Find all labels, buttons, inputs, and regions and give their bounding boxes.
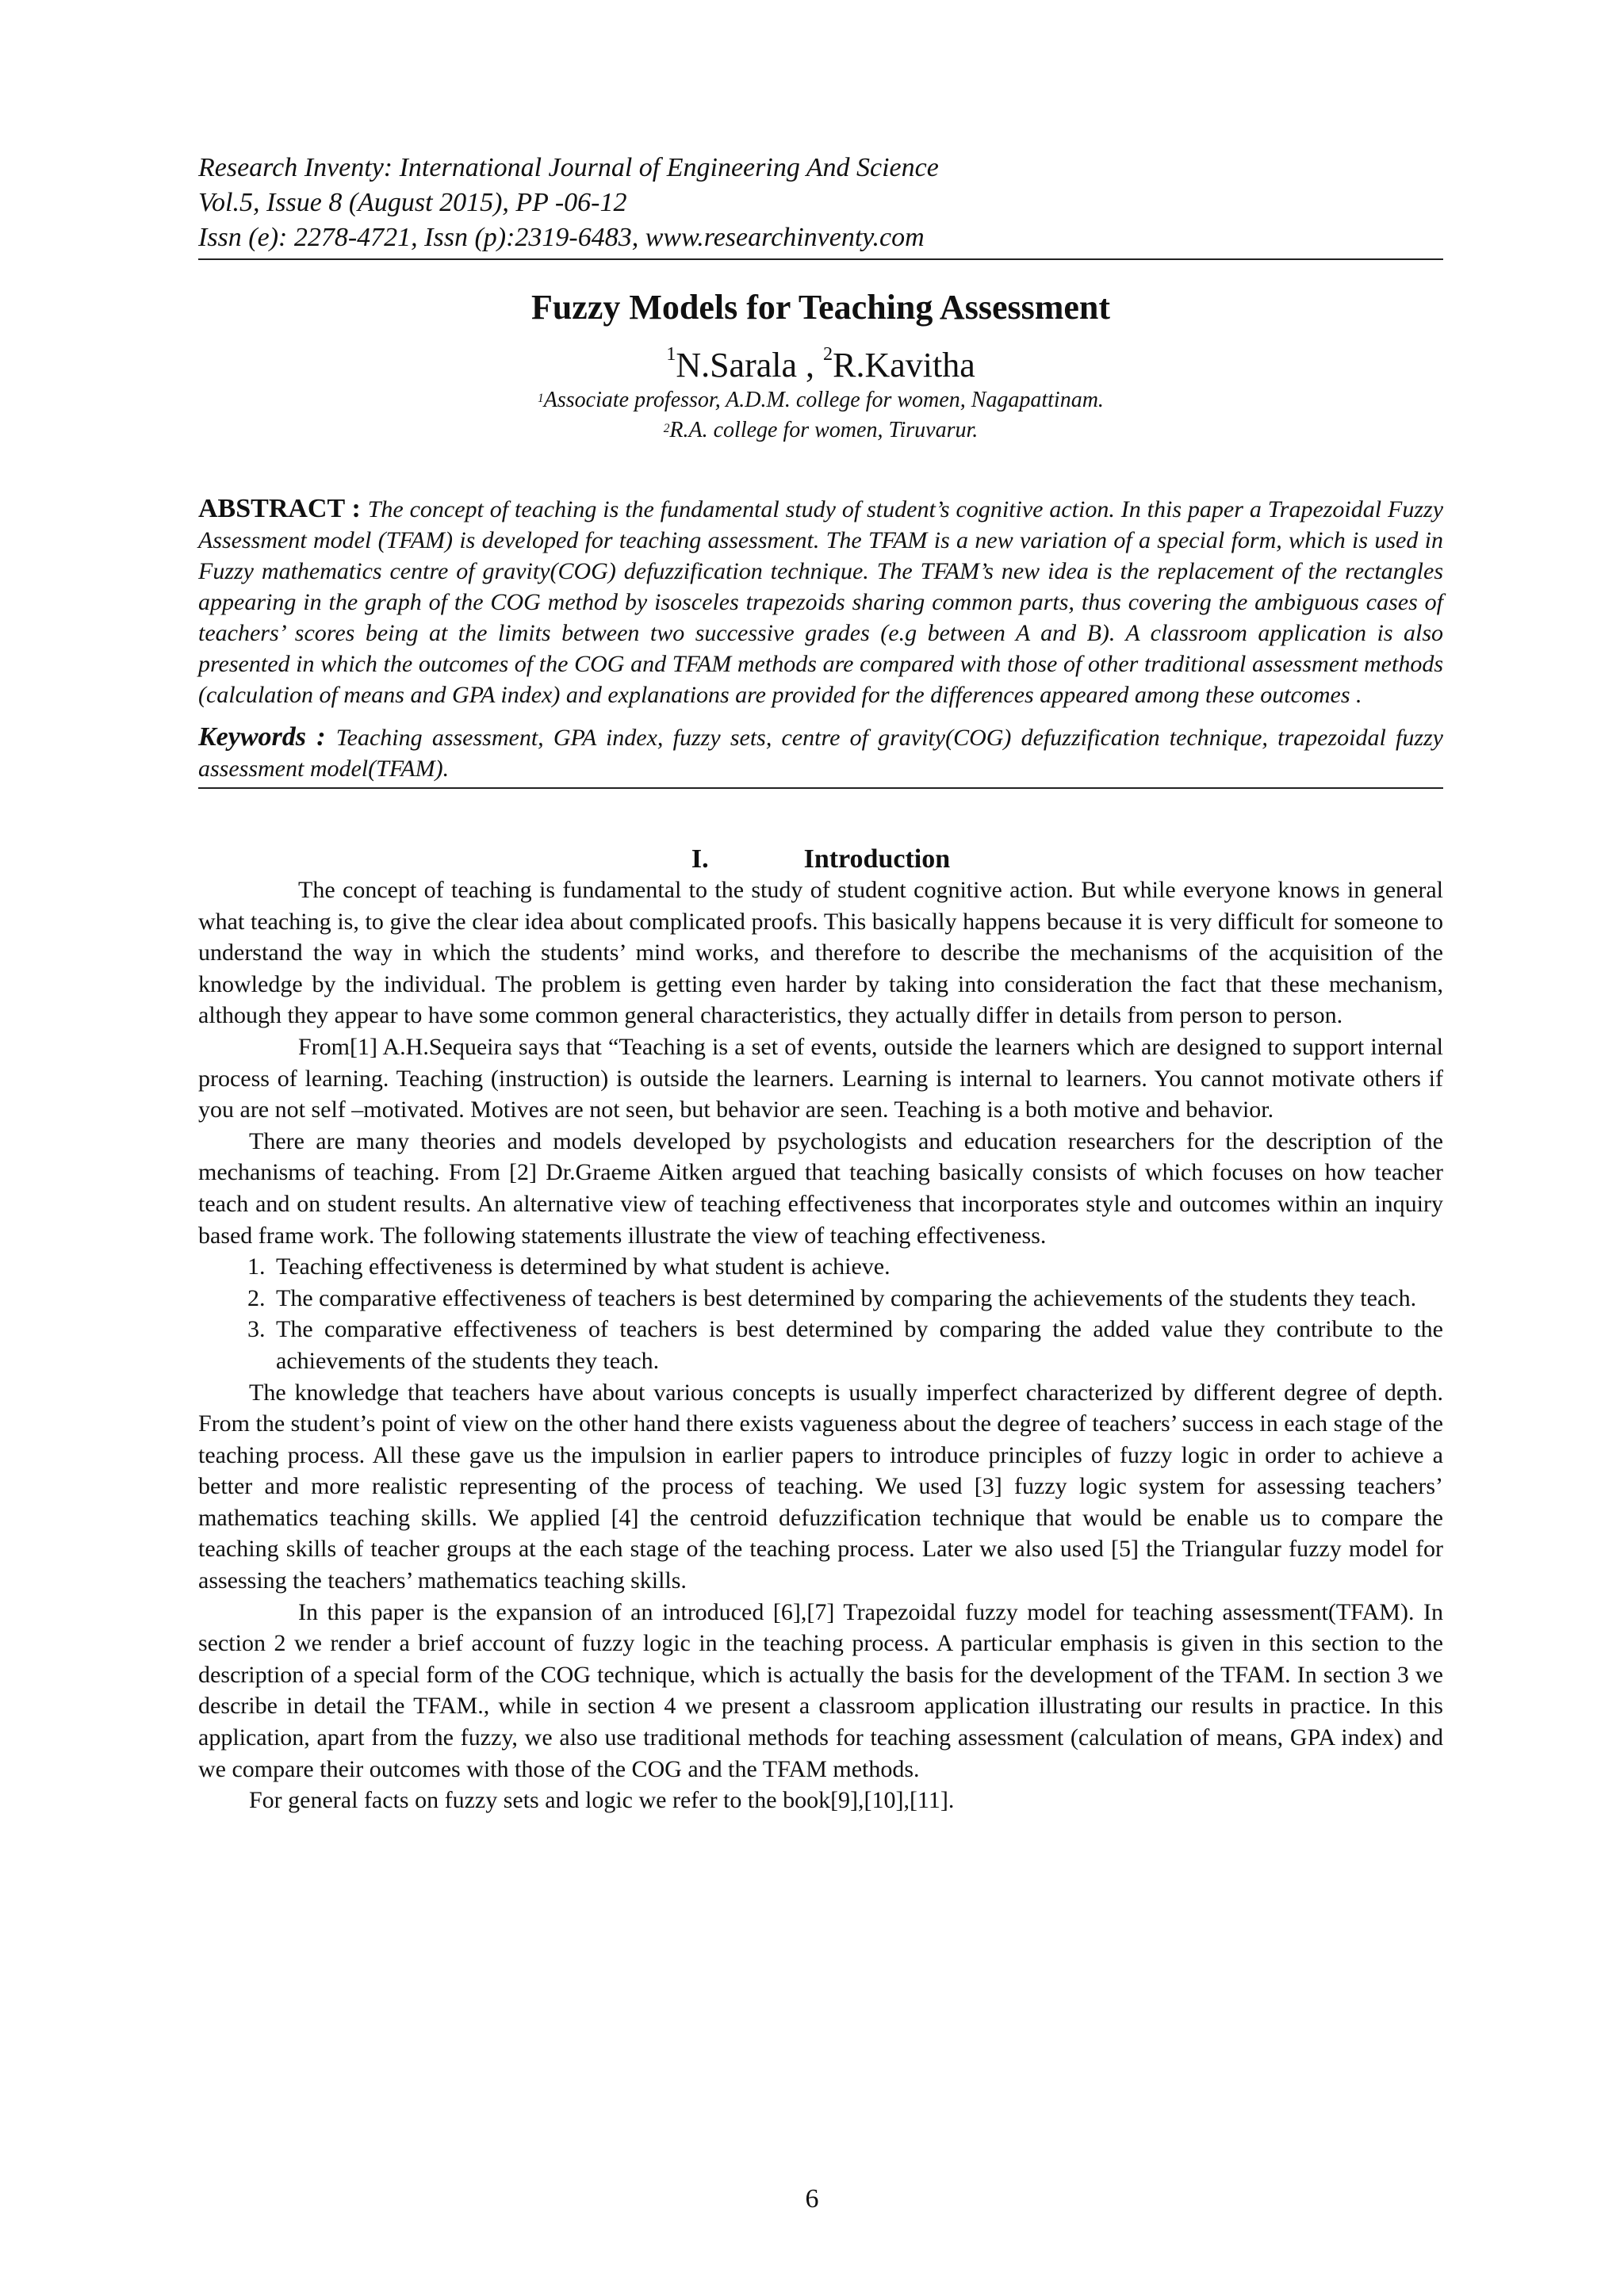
affiliation1-superscript: 1: [538, 392, 544, 405]
affiliation-1: [198, 385, 1443, 415]
paragraph-3: There are many theories and models developed by psychologists and education researchers for the description of the mechanisms of teaching. From [2] Dr.Graeme Aitken argued that teaching basically consists of which focuses on how teacher teach and on student results. An alternative view of teaching effectiveness that incorporates style and outcomes within an inquiry based frame work. The following statements illustrate the view of teaching effectiveness.: [198, 1127, 1443, 1249]
paper-title: Fuzzy Models for Teaching Assessment: [530, 288, 1111, 327]
effectiveness-list: [198, 1251, 1443, 1376]
page-number: 6: [805, 2184, 819, 2214]
paragraph-1: The concept of teaching is fundamental to the study of student cognitive action. But while everyone knows in general what teaching is, to give the clear idea about complicated proofs. This basically happens because it is very difficult for someone to understand the way in which the students’ mind works, and therefore to describe the mechanisms of the acquisition of the knowledge by the individual. The problem is getting even harder by taking into consideration the fact that these mechanism, although they appear to have some common general characteristics, they actually differ in details from person to person.: [198, 877, 1443, 1029]
journal-issn: Issn (e): 2278-4721, Issn (p):2319-6483, www.researchinventy.com: [198, 223, 925, 252]
journal-header: [198, 151, 1443, 255]
section-title: Introduction: [803, 844, 951, 874]
keywords-text: Teaching assessment, GPA index, fuzzy sets, centre of gravity(COG) defuzzification technique, trapezoidal fuzzy assessment model(TFAM).: [198, 725, 1443, 782]
affiliation-2: [198, 415, 1443, 446]
journal-volume: Vol.5, Issue 8 (August 2015), PP -06-12: [198, 188, 627, 217]
authors: [198, 345, 1443, 385]
section-heading: [198, 844, 1443, 874]
paragraph-5: In this paper is the expansion of an introduced [6],[7] Trapezoidal fuzzy model for teaching assessment(TFAM). In section 2 we render a brief account of fuzzy logic in the teaching process. A particular emphasis is given in this section to the description of a special form of the COG technique, which is actually the basis for the development of the TFAM. In section 3 we describe in detail the TFAM., while in section 4 we present a classroom application illustrating our results in practice. In this application, apart from the fuzzy, we also use traditional methods for teaching assessment (calculation of means, GPA index) and we compare their outcomes with those of the COG and the TFAM methods.: [198, 1598, 1443, 1782]
section-number: I.: [691, 844, 709, 874]
keywords-rule: [198, 787, 1443, 789]
header-rule: [198, 258, 1443, 260]
affiliation1-text: Associate professor, A.D.M. college for women, Nagapattinam.: [543, 388, 1104, 412]
abstract-heading: ABSTRACT :: [198, 494, 368, 523]
author1-superscript: 1: [666, 343, 676, 365]
affiliation2-superscript: 2: [663, 422, 670, 435]
keywords: [198, 721, 1443, 784]
page: [198, 151, 1443, 1816]
abstract: [198, 493, 1443, 710]
journal-name: Research Inventy: International Journal of Engineering And Science: [198, 153, 939, 182]
list-item: 1. Teaching effectiveness is determined by what student is achieve.: [271, 1251, 1443, 1283]
paragraph-4: The knowledge that teachers have about various concepts is usually imperfect characterized by different degree of depth. From the student’s point of view on the other hand there exists vagueness about the degree of teachers’ success in each stage of the teaching process. All these gave us the impulsion in earlier papers to introduce principles of fuzzy logic in order to achieve a better and more realistic representing of the process of teaching. We used [3] fuzzy logic system for assessing teachers’ mathematics teaching skills. We applied [4] the centroid defuzzification technique that would be enable us to compare the teaching skills of teacher groups at the each stage of the teaching process. Later we also used [5] the Triangular fuzzy model for assessing the teachers’ mathematics teaching skills.: [198, 1379, 1443, 1594]
list-item: 2. The comparative effectiveness of teachers is best determined by comparing the achievements of the students they teach.: [271, 1283, 1443, 1314]
keywords-heading: Keywords :: [198, 722, 336, 752]
affiliation2-text: R.A. college for women, Tiruvarur.: [669, 418, 979, 442]
author2-superscript: 2: [823, 343, 833, 365]
author2-name: R.Kavitha: [833, 346, 975, 385]
list-item: 3. The comparative effectiveness of teachers is best determined by comparing the added value they contribute to the achievements of the students they teach.: [271, 1314, 1443, 1376]
author1-name: N.Sarala ,: [676, 346, 824, 385]
abstract-text: The concept of teaching is the fundamental study of student’s cognitive action. In this paper a Trapezoidal Fuzzy Assessment model (TFAM) is developed for teaching assessment. The TFAM is a new variation of a special form, which is used in Fuzzy mathematics centre of gravity(COG) defuzzification technique. The TFAM’s new idea is the replacement of the rectangles appearing in the graph of the COG method by isosceles trapezoids sharing common parts, thus covering the ambiguous cases of teachers’ scores being at the limits between two successive grades (e.g between A and B). A classroom application is also presented in which the outcomes of the COG and TFAM methods are compared with those of other traditional assessment methods (calculation of means and GPA index) and explanations are provided for the differences appeared among these outcomes .: [198, 496, 1444, 708]
paragraph-6: For general facts on fuzzy sets and logic we refer to the book[9],[10],[11].: [249, 1787, 955, 1814]
paragraph-2: From[1] A.H.Sequeira says that “Teaching is a set of events, outside the learners which are designed to support internal process of learning. Teaching (instruction) is outside the learners. Learning is internal to learners. You cannot motivate others if you are not self –motivated. Motives are not seen, but behavior are seen. Teaching is a both motive and behavior.: [198, 1033, 1443, 1123]
